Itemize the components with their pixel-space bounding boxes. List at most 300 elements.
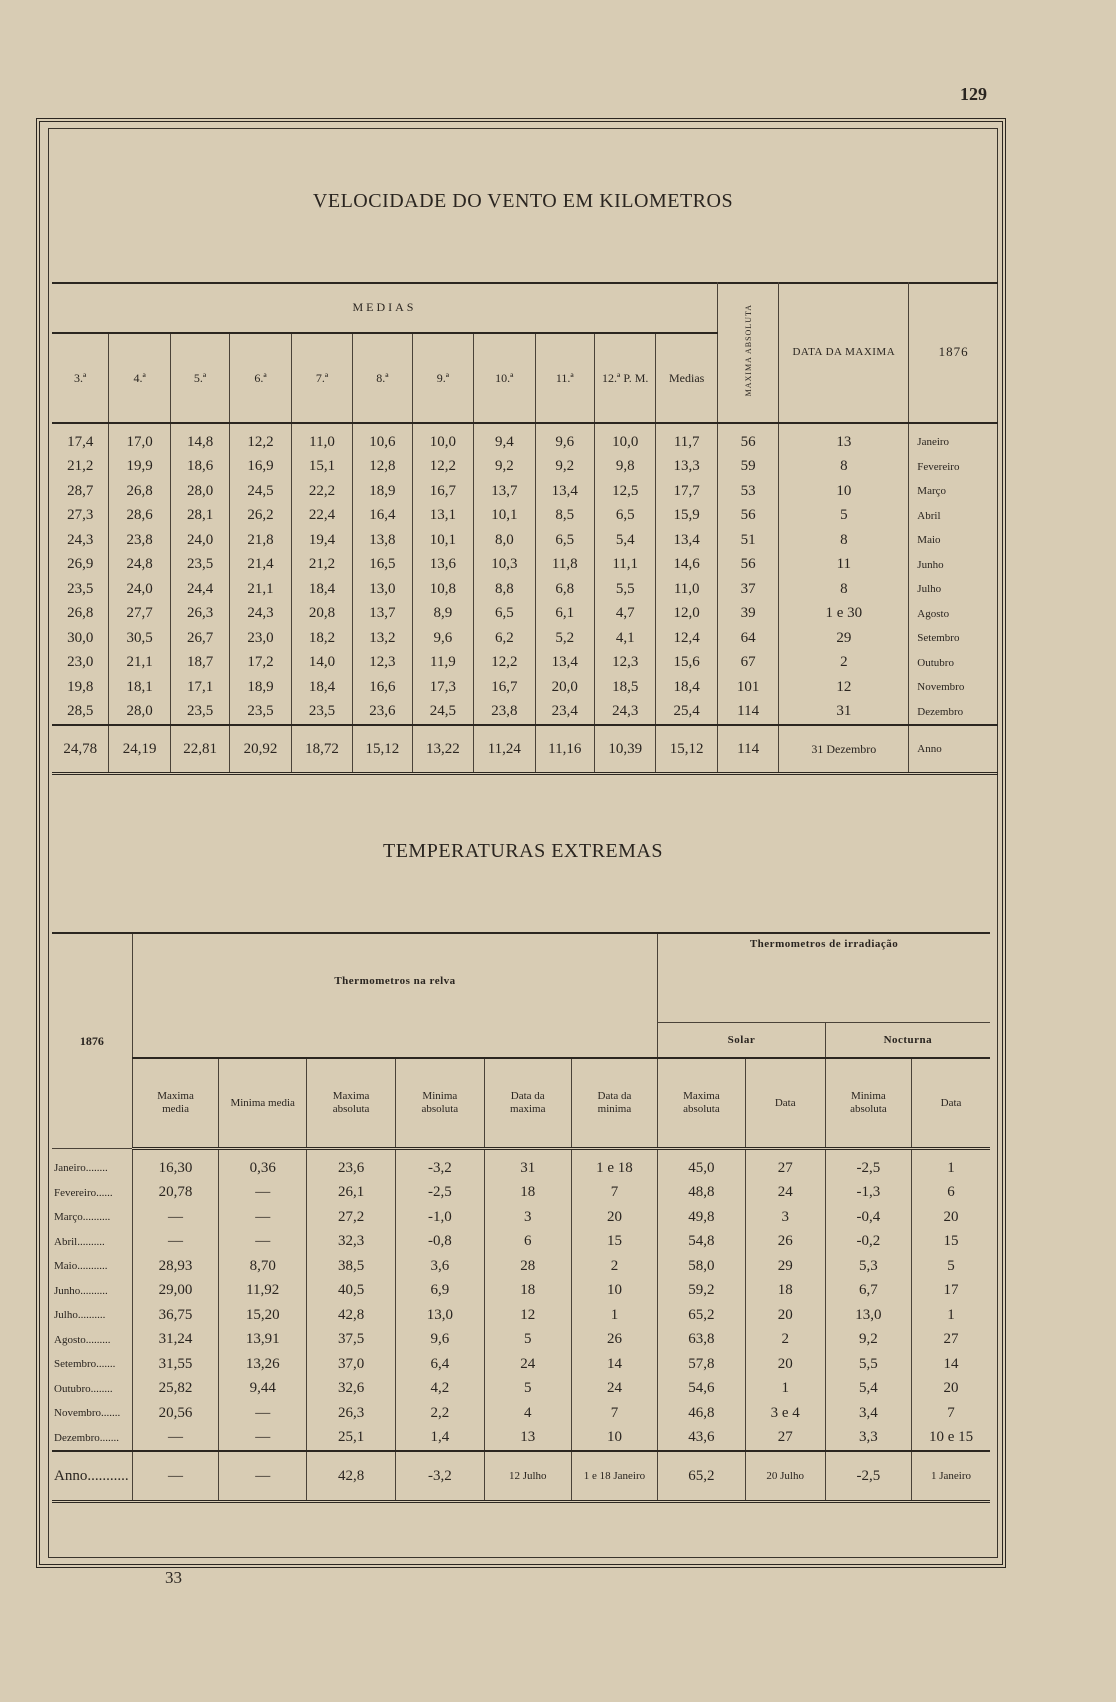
temp-row: [52, 1279, 990, 1304]
temp-cell: 20,56: [132, 1401, 218, 1426]
temp-cell: 4: [484, 1401, 571, 1426]
temp-cell: 46,8: [658, 1401, 746, 1426]
temp-month-cell: Junho..........: [52, 1279, 132, 1304]
temp-cell: 17: [943, 1282, 959, 1299]
page-number: 129: [960, 84, 987, 104]
wind-cell: 28,6: [109, 504, 170, 529]
temp-year-header: 1876: [52, 934, 132, 1149]
temp-month-cell: Maio...........: [52, 1254, 132, 1279]
wind-cell: 15,1: [291, 455, 352, 480]
wind-cell: 16,5: [353, 553, 412, 578]
temp-cell: 11,92: [219, 1279, 307, 1304]
wind-cell: 17,4: [52, 423, 109, 455]
temp-anno-cell: -2,5: [825, 1451, 911, 1502]
wind-date-cell: 2: [779, 651, 909, 676]
wind-cell: 21,8: [230, 528, 291, 553]
wind-max-cell: 101: [717, 675, 778, 700]
wind-cell: 15,9: [656, 504, 717, 529]
wind-cell: 23,5: [170, 553, 229, 578]
wind-cell: 23,4: [535, 700, 594, 726]
wind-cell: 16,6: [353, 675, 412, 700]
temp-cell: 18: [745, 1279, 825, 1304]
wind-cell: 18,2: [291, 626, 352, 651]
temp-cell: 20: [745, 1352, 825, 1377]
temp-anno-month: Anno...........: [52, 1451, 132, 1502]
wind-cell: 30,5: [109, 626, 170, 651]
wind-cell: 12,4: [656, 626, 717, 651]
temp-cell: 0,36: [219, 1149, 307, 1181]
temp-anno-cell: 12 Julho: [484, 1451, 571, 1502]
temp-row: [52, 1149, 990, 1181]
wind-cell: 17,7: [656, 479, 717, 504]
temp-cell: 37,5: [307, 1328, 396, 1353]
temp-cell: 40,5: [307, 1279, 396, 1304]
temp-cell: 13,0: [825, 1303, 911, 1328]
wind-cell: 5,4: [594, 528, 655, 553]
temp-cell: 27,2: [307, 1205, 396, 1230]
wind-cell: 9,8: [594, 455, 655, 480]
temp-cell: 15: [943, 1233, 959, 1250]
medias-header: MEDIAS: [52, 282, 717, 333]
temp-cell: 3,3: [825, 1426, 911, 1452]
wind-row: [52, 577, 998, 602]
temp-anno-cell: -3,2: [395, 1451, 484, 1502]
temp-cell: 27: [745, 1426, 825, 1452]
wind-row: [52, 553, 998, 578]
temp-cell: 27: [943, 1331, 959, 1348]
wind-cell: 26,7: [170, 626, 229, 651]
temp-cell: -1,0: [395, 1205, 484, 1230]
temp-col-header: Minima absoluta: [395, 1058, 484, 1149]
wind-cell: 16,7: [474, 675, 535, 700]
temp-cell: 1: [947, 1159, 955, 1176]
temp-cell: 29: [745, 1254, 825, 1279]
wind-max-cell: 114: [717, 700, 778, 726]
temp-row: [52, 1328, 990, 1353]
wind-anno-cell: 10,39: [594, 725, 655, 774]
temp-cell: —: [219, 1181, 307, 1206]
temp-anno-cell: 42,8: [307, 1451, 396, 1502]
wind-cell: 24,5: [230, 479, 291, 504]
data-maxima-header: DATA DA MAXIMA: [779, 282, 909, 423]
wind-date-cell: 8: [779, 577, 909, 602]
wind-max-cell: 56: [717, 504, 778, 529]
wind-max-cell: 51: [717, 528, 778, 553]
temp-cell: 43,6: [658, 1426, 746, 1452]
wind-cell: 24,0: [170, 528, 229, 553]
wind-anno-cell: 24,19: [109, 725, 170, 774]
temp-cell: 26,3: [307, 1401, 396, 1426]
temp-cell: 3: [484, 1205, 571, 1230]
wind-row: [52, 700, 998, 726]
wind-cell: 27,3: [52, 504, 109, 529]
wind-cell: 23,8: [109, 528, 170, 553]
temp-cell: 12: [484, 1303, 571, 1328]
temp-cell: 36,75: [132, 1303, 218, 1328]
wind-cell: 9,6: [412, 626, 473, 651]
wind-cell: 5,2: [535, 626, 594, 651]
wind-cell: 28,0: [109, 700, 170, 726]
wind-col-header: 10.ª: [474, 333, 535, 423]
temp-cell: 27: [745, 1149, 825, 1181]
temp-cell: 31: [484, 1149, 571, 1181]
temp-cell: 32,6: [307, 1377, 396, 1402]
wind-cell: 11,0: [656, 577, 717, 602]
wind-title: VELOCIDADE DO VENTO EM KILOMETROS: [312, 190, 734, 212]
wind-cell: 18,6: [170, 455, 229, 480]
wind-cell: 24,5: [412, 700, 473, 726]
temp-cell: 5,3: [825, 1254, 911, 1279]
temp-anno-cell: 20 Julho: [745, 1451, 825, 1502]
wind-cell: 20,0: [535, 675, 594, 700]
wind-cell: 9,4: [474, 423, 535, 455]
wind-cell: 13,4: [535, 479, 594, 504]
wind-cell: 28,5: [52, 700, 109, 726]
wind-max-cell: 64: [717, 626, 778, 651]
wind-anno-date: 31 Dezembro: [779, 725, 909, 774]
wind-cell: 11,7: [656, 423, 717, 455]
temp-cell: 14: [943, 1355, 959, 1372]
wind-cell: 22,4: [291, 504, 352, 529]
wind-table: [52, 282, 998, 775]
temp-cell: 24: [745, 1181, 825, 1206]
wind-cell: 13,4: [535, 651, 594, 676]
temp-cell: 31,55: [132, 1352, 218, 1377]
wind-date-cell: 11: [779, 553, 909, 578]
wind-cell: 10,6: [353, 423, 412, 455]
wind-cell: 24,4: [170, 577, 229, 602]
wind-cell: 18,9: [230, 675, 291, 700]
wind-cell: 23,0: [230, 626, 291, 651]
temp-row: [52, 1352, 990, 1377]
wind-max-cell: 59: [717, 455, 778, 480]
temp-anno-cell: 1 e 18 Janeiro: [571, 1451, 657, 1502]
temp-cell: 23,6: [307, 1149, 396, 1181]
wind-cell: 23,5: [291, 700, 352, 726]
wind-cell: 10,1: [412, 528, 473, 553]
wind-date-cell: 8: [779, 528, 909, 553]
signature-mark: 33: [165, 1568, 182, 1587]
temp-month-cell: Outubro........: [52, 1377, 132, 1402]
temp-cell: 16,30: [132, 1149, 218, 1181]
wind-cell: 6,8: [535, 577, 594, 602]
temp-col-header: Minima absoluta: [825, 1058, 911, 1149]
temp-cell: 58,0: [658, 1254, 746, 1279]
wind-cell: 28,7: [52, 479, 109, 504]
wind-month-cell: Dezembro: [917, 705, 964, 718]
temp-cell: 3,4: [825, 1401, 911, 1426]
temp-cell: 10: [571, 1426, 657, 1452]
temp-cell: 13,91: [219, 1328, 307, 1353]
wind-cell: 13,7: [474, 479, 535, 504]
temp-row: [52, 1426, 990, 1452]
solar-header: Solar: [658, 1023, 826, 1059]
wind-date-cell: 5: [779, 504, 909, 529]
wind-row: [52, 455, 998, 480]
irradiacao-header: Thermometros de irradiação: [658, 934, 990, 1023]
temp-cell: —: [219, 1401, 307, 1426]
wind-cell: 19,9: [109, 455, 170, 480]
wind-max-cell: 56: [717, 553, 778, 578]
temp-cell: 13,26: [219, 1352, 307, 1377]
temp-col-header: Maxima absoluta: [658, 1058, 746, 1149]
temp-cell: 3 e 4: [745, 1401, 825, 1426]
wind-cell: 23,6: [353, 700, 412, 726]
temp-row: [52, 1230, 990, 1255]
temp-cell: 6,9: [395, 1279, 484, 1304]
wind-cell: 12,2: [412, 455, 473, 480]
wind-anno-cell: 13,22: [412, 725, 473, 774]
temp-cell: —: [132, 1426, 218, 1452]
wind-max-cell: 39: [717, 602, 778, 627]
temp-cell: -0,4: [825, 1205, 911, 1230]
wind-anno-cell: 20,92: [230, 725, 291, 774]
temp-cell: 7: [571, 1401, 657, 1426]
wind-cell: 27,7: [109, 602, 170, 627]
wind-cell: 16,4: [353, 504, 412, 529]
wind-col-header: 8.ª: [353, 333, 412, 423]
wind-cell: 6,5: [594, 504, 655, 529]
wind-year-header: 1876: [909, 282, 998, 423]
temp-anno-row: [52, 1451, 990, 1502]
temp-cell: 26: [745, 1230, 825, 1255]
wind-max-cell: 67: [717, 651, 778, 676]
temp-cell: 9,6: [395, 1328, 484, 1353]
wind-row: [52, 602, 998, 627]
temp-cell: 6,7: [825, 1279, 911, 1304]
temp-cell: 59,2: [658, 1279, 746, 1304]
wind-cell: 10,8: [412, 577, 473, 602]
wind-cell: 24,3: [52, 528, 109, 553]
temp-cell: 54,8: [658, 1230, 746, 1255]
wind-cell: 24,8: [109, 553, 170, 578]
wind-month-cell: Abril: [917, 509, 941, 522]
temp-row: [52, 1254, 990, 1279]
wind-cell: 10,3: [474, 553, 535, 578]
wind-cell: 23,8: [474, 700, 535, 726]
wind-month-cell: Agosto: [917, 607, 950, 620]
wind-cell: 13,0: [353, 577, 412, 602]
wind-month-cell: Julho: [917, 583, 942, 596]
temp-title: TEMPERATURAS EXTREMAS: [383, 840, 663, 862]
temp-cell: 5,5: [825, 1352, 911, 1377]
wind-cell: 18,4: [656, 675, 717, 700]
temp-col-header: Data: [912, 1058, 990, 1149]
wind-cell: 19,4: [291, 528, 352, 553]
wind-anno-row: [52, 725, 998, 774]
wind-month-cell: Fevereiro: [917, 460, 960, 473]
wind-cell: 21,1: [109, 651, 170, 676]
temp-cell: —: [132, 1230, 218, 1255]
wind-cell: 23,5: [170, 700, 229, 726]
wind-max-cell: 53: [717, 479, 778, 504]
wind-cell: 18,1: [109, 675, 170, 700]
temp-cell: 2: [571, 1254, 657, 1279]
wind-cell: 12,2: [230, 423, 291, 455]
wind-cell: 21,1: [230, 577, 291, 602]
temp-cell: -3,2: [395, 1149, 484, 1181]
wind-cell: 30,0: [52, 626, 109, 651]
wind-cell: 12,5: [594, 479, 655, 504]
wind-cell: 11,0: [291, 423, 352, 455]
temp-cell: 20: [943, 1208, 959, 1225]
temp-anno-cell: 1 Janeiro: [912, 1451, 990, 1502]
wind-cell: 22,2: [291, 479, 352, 504]
temp-cell: 28,93: [132, 1254, 218, 1279]
maxima-absoluta-header: MAXIMA ABSOLUTA: [717, 282, 778, 423]
wind-cell: 10,1: [474, 504, 535, 529]
temp-cell: 49,8: [658, 1205, 746, 1230]
temp-cell: 25,82: [132, 1377, 218, 1402]
wind-cell: 17,0: [109, 423, 170, 455]
wind-cell: 20,8: [291, 602, 352, 627]
wind-anno-cell: 11,24: [474, 725, 535, 774]
wind-date-cell: 8: [779, 455, 909, 480]
wind-cell: 14,6: [656, 553, 717, 578]
wind-cell: 26,8: [109, 479, 170, 504]
wind-cell: 16,7: [412, 479, 473, 504]
wind-max-cell: 56: [717, 423, 778, 455]
wind-date-cell: 10: [779, 479, 909, 504]
wind-col-header: 7.ª: [291, 333, 352, 423]
wind-cell: 18,5: [594, 675, 655, 700]
temp-row: [52, 1401, 990, 1426]
temp-col-header: Minima media: [219, 1058, 307, 1149]
wind-date-cell: 1 e 30: [779, 602, 909, 627]
temp-cell: 3: [745, 1205, 825, 1230]
wind-month-cell: Maio: [917, 534, 941, 547]
temp-col-header: Data: [745, 1058, 825, 1149]
temp-cell: 5,4: [825, 1377, 911, 1402]
temp-month-cell: Julho..........: [52, 1303, 132, 1328]
temp-cell: 5: [484, 1328, 571, 1353]
wind-cell: 14,0: [291, 651, 352, 676]
wind-month-cell: Novembro: [917, 681, 965, 694]
temp-cell: 13,0: [395, 1303, 484, 1328]
wind-cell: 6,5: [474, 602, 535, 627]
wind-cell: 26,8: [52, 602, 109, 627]
temp-cell: 1: [571, 1303, 657, 1328]
temp-cell: 20,78: [132, 1181, 218, 1206]
wind-cell: 28,0: [170, 479, 229, 504]
temp-cell: 9,44: [219, 1377, 307, 1402]
temp-cell: -1,3: [825, 1181, 911, 1206]
temp-month-cell: Abril..........: [52, 1230, 132, 1255]
wind-col-header: 5.ª: [170, 333, 229, 423]
temp-cell: -2,5: [825, 1149, 911, 1181]
temp-row: [52, 1303, 990, 1328]
temp-cell: 31,24: [132, 1328, 218, 1353]
wind-row: [52, 651, 998, 676]
wind-col-header: 4.ª: [109, 333, 170, 423]
temp-cell: 57,8: [658, 1352, 746, 1377]
temp-row: [52, 1181, 990, 1206]
wind-col-header: 3.ª: [52, 333, 109, 423]
temp-month-cell: Setembro.......: [52, 1352, 132, 1377]
wind-cell: 8,8: [474, 577, 535, 602]
wind-anno-cell: 15,12: [656, 725, 717, 774]
wind-cell: 13,3: [656, 455, 717, 480]
temp-cell: 7: [947, 1404, 955, 1421]
wind-month-cell: Março: [917, 485, 947, 498]
temp-cell: 48,8: [658, 1181, 746, 1206]
wind-col-header: 6.ª: [230, 333, 291, 423]
relva-header: Thermometros na relva: [132, 934, 657, 1058]
wind-cell: 24,0: [109, 577, 170, 602]
wind-row: [52, 675, 998, 700]
wind-anno-cell: 18,72: [291, 725, 352, 774]
wind-cell: 10,0: [412, 423, 473, 455]
temp-cell: 54,6: [658, 1377, 746, 1402]
wind-anno-month: Anno: [909, 725, 998, 774]
wind-cell: 10,0: [594, 423, 655, 455]
wind-max-cell: 37: [717, 577, 778, 602]
wind-date-cell: 31: [779, 700, 909, 726]
wind-cell: 11,8: [535, 553, 594, 578]
temp-cell: 18: [484, 1279, 571, 1304]
wind-cell: 21,2: [291, 553, 352, 578]
wind-cell: 26,2: [230, 504, 291, 529]
temp-month-cell: Novembro.......: [52, 1401, 132, 1426]
temp-cell: —: [132, 1205, 218, 1230]
temp-cell: 7: [571, 1181, 657, 1206]
temp-cell: 28: [484, 1254, 571, 1279]
temp-cell: 20: [571, 1205, 657, 1230]
temp-cell: 45,0: [658, 1149, 746, 1181]
temp-cell: 4,2: [395, 1377, 484, 1402]
temp-cell: 6: [947, 1184, 955, 1201]
wind-cell: 9,2: [474, 455, 535, 480]
wind-anno-cell: 15,12: [353, 725, 412, 774]
wind-cell: 17,1: [170, 675, 229, 700]
temp-cell: 24: [571, 1377, 657, 1402]
temp-table: [52, 934, 990, 1503]
wind-cell: 12,8: [353, 455, 412, 480]
temp-month-cell: Agosto.........: [52, 1328, 132, 1353]
temp-cell: -0,8: [395, 1230, 484, 1255]
wind-cell: 8,9: [412, 602, 473, 627]
wind-cell: 18,4: [291, 675, 352, 700]
temp-cell: 37,0: [307, 1352, 396, 1377]
temp-cell: 3,6: [395, 1254, 484, 1279]
temp-anno-cell: —: [132, 1451, 218, 1502]
wind-row: [52, 479, 998, 504]
wind-anno-max: 114: [717, 725, 778, 774]
wind-cell: 18,9: [353, 479, 412, 504]
wind-cell: 18,4: [291, 577, 352, 602]
temp-cell: 10 e 15: [928, 1429, 974, 1446]
temp-cell: 8,70: [219, 1254, 307, 1279]
temp-cell: 1: [745, 1377, 825, 1402]
temp-month-cell: Janeiro........: [52, 1149, 132, 1181]
temp-anno-cell: 65,2: [658, 1451, 746, 1502]
wind-cell: 17,2: [230, 651, 291, 676]
wind-cell: 28,1: [170, 504, 229, 529]
wind-cell: 12,0: [656, 602, 717, 627]
temp-cell: 20: [745, 1303, 825, 1328]
wind-month-cell: Junho: [917, 558, 944, 571]
wind-cell: 26,9: [52, 553, 109, 578]
wind-cell: 14,8: [170, 423, 229, 455]
wind-anno-cell: 11,16: [535, 725, 594, 774]
wind-cell: 4,1: [594, 626, 655, 651]
wind-cell: 16,9: [230, 455, 291, 480]
wind-cell: 12,2: [474, 651, 535, 676]
temp-month-cell: Dezembro.......: [52, 1426, 132, 1452]
temp-cell: 1,4: [395, 1426, 484, 1452]
temp-cell: 38,5: [307, 1254, 396, 1279]
temp-cell: 42,8: [307, 1303, 396, 1328]
